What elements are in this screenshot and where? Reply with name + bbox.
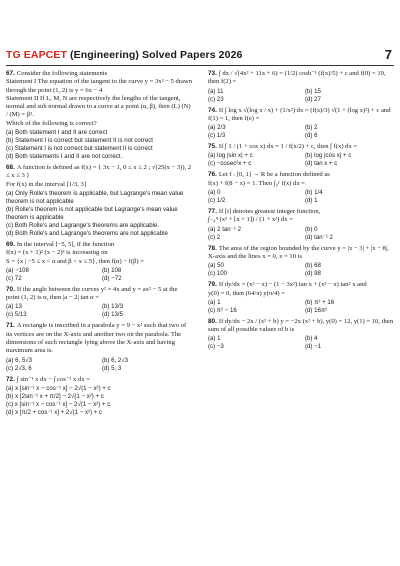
answer-options	[208, 335, 396, 351]
answer-option: (c) 5/13	[6, 311, 27, 319]
question	[6, 376, 192, 417]
question-number: 68.	[6, 164, 15, 172]
answer-options	[6, 303, 192, 319]
question	[208, 107, 396, 141]
answer-options	[6, 190, 192, 238]
question-line: Which of the following is correct?	[6, 119, 97, 127]
answer-option: (d) −1	[305, 343, 322, 351]
answer-option: (a) 1	[208, 298, 221, 306]
answer-option: (b) 6, 2√3	[102, 356, 129, 364]
answer-option: (d) x [π/2 + cos⁻¹ x] + 2√(1 − x²) + c	[6, 408, 103, 416]
question-line: The area of the region bounded by the curve y = |x − 3| + |x − 8|, X-axis and the lines x = 0, x = 10 is	[208, 244, 389, 260]
question-text	[6, 258, 192, 266]
question-line: A rectangle is inscribed in a parabola y = 9 − x² such that two of its vertices are on the X-axis and another two on the parabola. The dimensions of such rectangle lying above the X-axis and having maximum area is.	[6, 322, 187, 355]
question-number: 72.	[6, 375, 15, 383]
answer-option: (b) 15	[305, 87, 321, 95]
question-line: ∫ dx / √(4x² + 11x + 6) = (1/2) cosh⁻¹ (f(x)/5) + c and f(0) = 19, then f(2) =	[208, 70, 386, 86]
answer-option: (b) 108	[102, 266, 122, 274]
question-line: If ∫ log x √(log x / x) + (1/x²) dx = (f(x)/3) √(1 + (log x)²) + c and f(1) = 1, then f(e) =	[208, 106, 391, 122]
answer-option: (c) −3	[208, 343, 224, 351]
answer-option: (b) x [2sin⁻¹ x + π/2] − 2√(1 − x²) + c	[6, 392, 104, 400]
answer-option: (d) 13/5	[102, 311, 124, 319]
answer-option: (a) 1	[208, 335, 221, 343]
question-number: 80.	[208, 317, 217, 325]
question-line: If dy/dx − 2x / (x² + b) y = −2x (x² + b), y(0) = 12, y(1) = 10, then sum of all possible values of b is	[208, 317, 393, 334]
answer-option: (a) −108	[6, 266, 29, 274]
question-line: ∫ sin⁻¹ x dx − ∫ cos⁻¹ x dx =	[16, 375, 90, 383]
question-number: 70.	[6, 285, 15, 293]
answer-option: (d) 98	[305, 270, 321, 278]
question-line: Statement I The equation of the tangent to the curve y = 3x² − 5 drawn through the point (1, 2) is y = 6x − 4	[6, 78, 192, 94]
answer-option: (b) Statement I is correct but statement II is not correct	[6, 137, 153, 145]
answer-options	[208, 152, 396, 168]
answer-option: (a) 13	[6, 303, 22, 311]
question-text	[6, 322, 192, 355]
right-column	[208, 70, 396, 354]
question	[6, 241, 192, 283]
answer-options	[6, 129, 192, 161]
answer-option: (a) 50	[208, 262, 224, 270]
question	[208, 143, 396, 168]
question-line: Let f : [0, 1] → R be a function defined as	[218, 171, 330, 179]
question-text	[208, 143, 396, 151]
question-text	[208, 171, 396, 179]
question-text	[6, 181, 192, 189]
question-text	[6, 376, 192, 384]
question-text	[208, 180, 396, 188]
question-text	[208, 290, 396, 298]
answer-option: (a) 0	[208, 189, 221, 197]
question-number: 79.	[208, 281, 217, 289]
answer-option: (c) 2	[208, 233, 221, 241]
answer-option: (d) tan x + c	[305, 160, 338, 168]
question-text	[208, 107, 396, 124]
answer-option: (c) 100	[208, 270, 227, 278]
question-line: If dy/dx = (x³ − x) − (1 − 3x²) tan x + (x³ − x) tan² x and	[218, 281, 367, 289]
answer-options	[208, 299, 396, 315]
answer-option: (a) 6, 5√3	[6, 356, 33, 364]
answer-options	[6, 267, 192, 283]
question-text	[6, 95, 192, 120]
question	[208, 70, 396, 104]
question-line: y(0) = 0, then (64/π) y(π/4) =	[208, 289, 285, 297]
question-text	[208, 281, 396, 289]
page-number: 7	[384, 47, 392, 62]
question	[208, 318, 396, 352]
question-text	[208, 70, 396, 87]
question	[208, 208, 396, 242]
answer-option: (b) 1/4	[305, 189, 323, 197]
question-line: If the angle between the curves y² = 4x and y = ax² − 5 at the point (1, 2) is α, then |a − 2| tan α =	[6, 285, 178, 302]
question-line: For f(x) in the interval [1/3, 3]	[6, 180, 87, 188]
answer-option: (c) 1/3	[208, 132, 226, 140]
answer-option: (b) 2	[305, 124, 318, 132]
answer-option: (c) 1/2	[208, 197, 226, 205]
answer-options	[208, 262, 396, 278]
answer-option: (c) 23	[208, 95, 224, 103]
question-line: In the interval [−5, 5], if the function	[16, 240, 115, 248]
question-text	[208, 318, 396, 335]
answer-option: (a) Only Rolle's theorem is applicable, but Lagrange's mean value theorem is not applicable	[6, 189, 184, 205]
answer-option: (a) Both statement I and II are correct	[6, 129, 108, 137]
question-text	[6, 286, 192, 303]
question-line: S = {x | −5 ≤ x < α and β < x ≤ 5}, then f(α) − f(β) =	[6, 257, 144, 265]
answer-option: (a) 2/3	[208, 124, 226, 132]
answer-option: (b) 68	[305, 262, 321, 270]
answer-option: (b) Rolle's theorem is not applicable but Lagrange's mean value theorem is applicable	[6, 205, 178, 221]
answer-option: (b) 4	[305, 335, 318, 343]
question-number: 71.	[6, 322, 15, 330]
answer-option: (b) 0	[305, 225, 318, 233]
title-suffix: (Engineering) Solved Papers 2026	[67, 49, 243, 61]
question-number: 75.	[208, 143, 217, 151]
question-text	[6, 70, 192, 78]
answer-option: (d) 6	[305, 132, 318, 140]
answer-option: (a) 11	[208, 87, 224, 95]
answer-option: (b) 13/3	[102, 303, 124, 311]
answer-option: (c) x [sin⁻¹ x − cos⁻¹ x] − 2√(1 − x²) + c	[6, 400, 111, 408]
answer-option: (d) 1	[305, 197, 318, 205]
question-number: 74.	[208, 106, 217, 114]
answer-option: (a) 2 tan⁻¹ 2	[208, 225, 242, 233]
answer-option: (d) −72	[102, 274, 122, 282]
question-number: 67.	[6, 70, 15, 77]
answer-option: (d) 5, 3	[102, 364, 122, 372]
question-number: 78.	[208, 244, 217, 252]
question	[6, 164, 192, 238]
exam-name: TG EAPCET	[6, 49, 67, 61]
answer-option: (d) Both statements I and II are not correct.	[6, 153, 123, 161]
question-number: 76.	[208, 171, 217, 179]
question-number: 77.	[208, 208, 217, 216]
answer-option: (c) Both Rolle's and Lagrange's theorems are applicable.	[6, 221, 160, 229]
left-column	[6, 70, 192, 420]
question-text	[208, 208, 396, 216]
question-line: ∫₋₄⁴ (x³ + [x + 1]) / (1 + x²) dx =	[208, 216, 293, 224]
answer-options	[208, 124, 396, 140]
question-number: 73.	[208, 70, 217, 77]
question-line: Statement II If L, M, N are respectively the lengths of the tangent, normal and sub normal drawn to a curve at a point (α, β), then (L) (N) / (M) = β².	[6, 94, 191, 119]
answer-option: (a) log |sin x| + c	[208, 152, 253, 160]
question-text	[208, 245, 396, 262]
answer-option: (c) −cosec²x + c	[208, 160, 252, 168]
question	[6, 70, 192, 161]
answer-option: (b) π² + 16	[305, 298, 335, 306]
answer-option: (b) log |cos x| + c	[305, 152, 352, 160]
question	[6, 286, 192, 320]
answer-option: (d) 16π²	[305, 306, 328, 314]
answer-option: (d) 27	[305, 95, 321, 103]
question-line: Consider the following statements	[16, 70, 108, 77]
answer-options	[208, 88, 396, 104]
answer-options	[6, 385, 192, 417]
question-text	[6, 164, 192, 181]
question	[208, 281, 396, 315]
question-text	[208, 216, 396, 224]
page-header	[6, 49, 394, 65]
question-line: If ∫ 1 / (1 + cos x) dx = 1 / f(x/2) + c, then ∫ f(x) dx =	[218, 143, 358, 151]
question	[208, 171, 396, 205]
answer-options	[6, 357, 192, 373]
answer-option: (c) Statement I is not correct but statement II is correct	[6, 145, 153, 153]
question-line: f(x) + f(8 − x) = 1. Then ∫₀¹ f(x) dx =	[208, 179, 306, 187]
question-line: f(x) = (x + 1)² (x − 2)³ is increasing on	[6, 249, 108, 257]
question-line: A function is defined as f(x) = { 3x − 1, 0 ≤ x ≤ 2 ; √(25(x − 3)), 2 ≤ x ≤ 3 }	[6, 164, 192, 180]
question-text	[6, 120, 192, 128]
question-text	[6, 78, 192, 95]
book-title	[6, 49, 242, 61]
answer-options	[208, 189, 396, 205]
answer-option: (c) 72	[6, 274, 22, 282]
question-text	[6, 241, 192, 249]
question-line: If [t] denotes greatest integer function,	[218, 208, 321, 216]
question	[6, 322, 192, 372]
question-number: 69.	[6, 240, 15, 248]
answer-option: (c) π² − 16	[208, 306, 237, 314]
answer-option: (a) x [sin⁻¹ x − cos⁻¹ x] − 2√(1 − x²) + c	[6, 384, 111, 392]
header-rule	[6, 65, 394, 66]
question-text	[6, 249, 192, 257]
question	[208, 245, 396, 279]
answer-option: (d) Both Rolle's and Lagrange's theorems are not applicable	[6, 229, 168, 237]
answer-option: (d) tan⁻¹ 2	[305, 233, 333, 241]
answer-options	[208, 226, 396, 242]
answer-option: (c) 2√3, 6	[6, 364, 32, 372]
